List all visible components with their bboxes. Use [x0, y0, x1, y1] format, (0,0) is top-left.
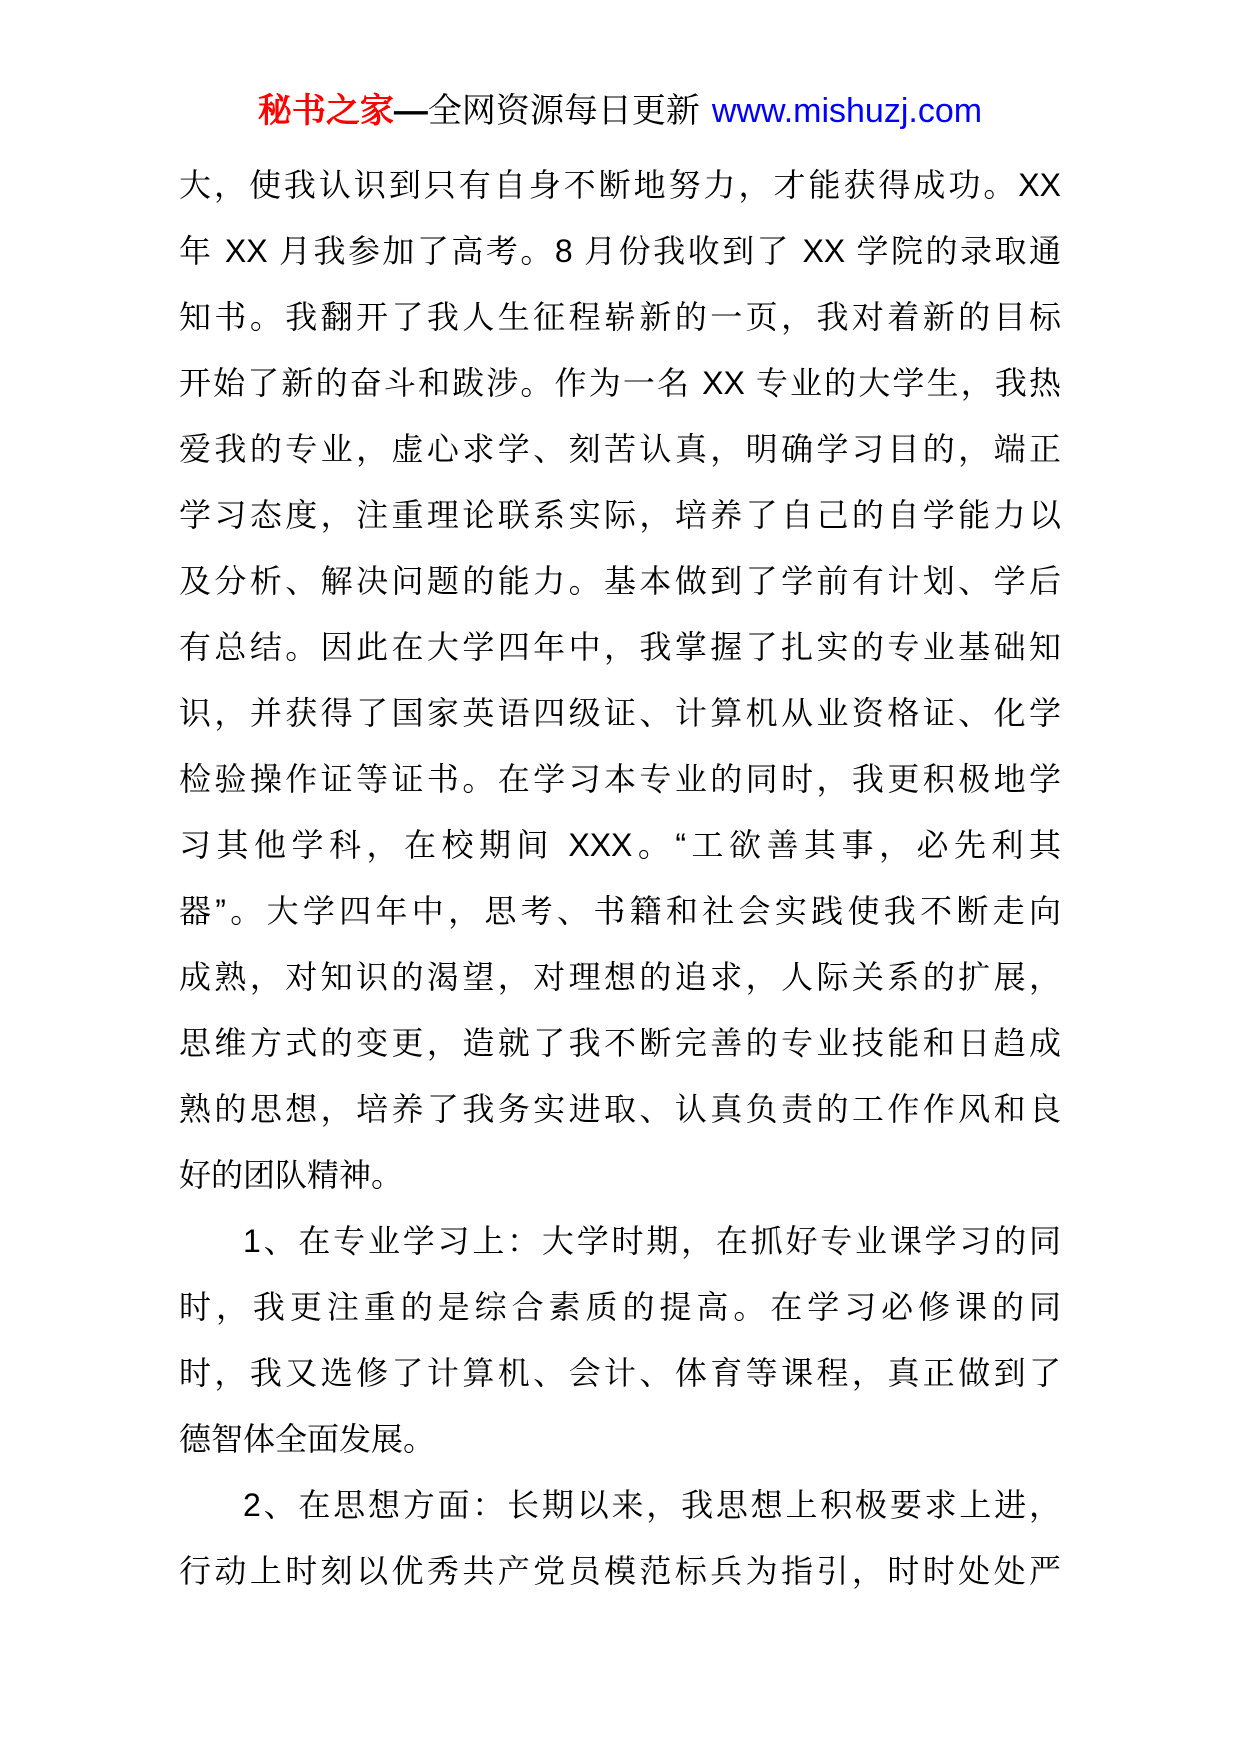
- text-line: 学习态度，注重理论联系实际，培养了自己的自学能力以: [179, 497, 1061, 533]
- text-line: 开始了新的奋斗和跋涉。作为一名 XX 专业的大学生，我热: [179, 365, 1061, 401]
- site-header: [0, 0, 1240, 134]
- text-line: 识，并获得了国家英语四级证、计算机从业资格证、化学: [179, 695, 1061, 731]
- text-line: 德智体全面发展。: [179, 1421, 436, 1457]
- text-line: 思维方式的变更，造就了我不断完善的专业技能和日趋成: [179, 1025, 1061, 1061]
- header-tagline: 全网资源每日更新: [427, 92, 700, 130]
- text-line: 检验操作证等证书。在学习本专业的同时，我更积极地学: [179, 761, 1061, 797]
- text-line: 年 XX 月我参加了高考。8 月份我收到了 XX 学院的录取通: [179, 233, 1061, 269]
- text-line: 习其他学科，在校期间 XXX。“工欲善其事，必先利其: [179, 827, 1061, 863]
- text-line: 熟的思想，培养了我务实进取、认真负责的工作作风和良: [179, 1091, 1061, 1127]
- text-line: 爱我的专业，虚心求学、刻苦认真，明确学习目的，端正: [179, 431, 1061, 467]
- text-line: 好的团队精神。: [179, 1157, 404, 1193]
- site-brand: 秘书之家: [257, 92, 394, 130]
- text-line: 行动上时刻以优秀共产党员模范标兵为指引，时时处处严: [179, 1553, 1061, 1589]
- text-line: 及分析、解决问题的能力。基本做到了学前有计划、学后: [179, 563, 1061, 599]
- text-line: 时，我更注重的是综合素质的提高。在学习必修课的同: [179, 1289, 1061, 1325]
- text-line: 成熟，对知识的渴望，对理想的追求，人际关系的扩展，: [179, 959, 1061, 995]
- text-line: 有总结。因此在大学四年中，我掌握了扎实的专业基础知: [179, 629, 1061, 665]
- text-line: 1、在专业学习上：大学时期，在抓好专业课学习的同: [243, 1223, 1061, 1259]
- text-line: 大，使我认识到只有自身不断地努力，才能获得成功。XX: [179, 167, 1061, 203]
- text-line: 2、在思想方面：长期以来，我思想上积极要求上进，: [243, 1487, 1061, 1523]
- document-body: [179, 152, 1061, 1604]
- text-line: 知书。我翻开了我人生征程崭新的一页，我对着新的目标: [179, 299, 1061, 335]
- site-url-link[interactable]: www.mishuzj.com: [711, 92, 983, 130]
- text-line: 时，我又选修了计算机、会计、体育等课程，真正做到了: [179, 1355, 1061, 1391]
- text-line: 器”。大学四年中，思考、书籍和社会实践使我不断走向: [179, 893, 1061, 929]
- header-dash: —: [393, 92, 428, 130]
